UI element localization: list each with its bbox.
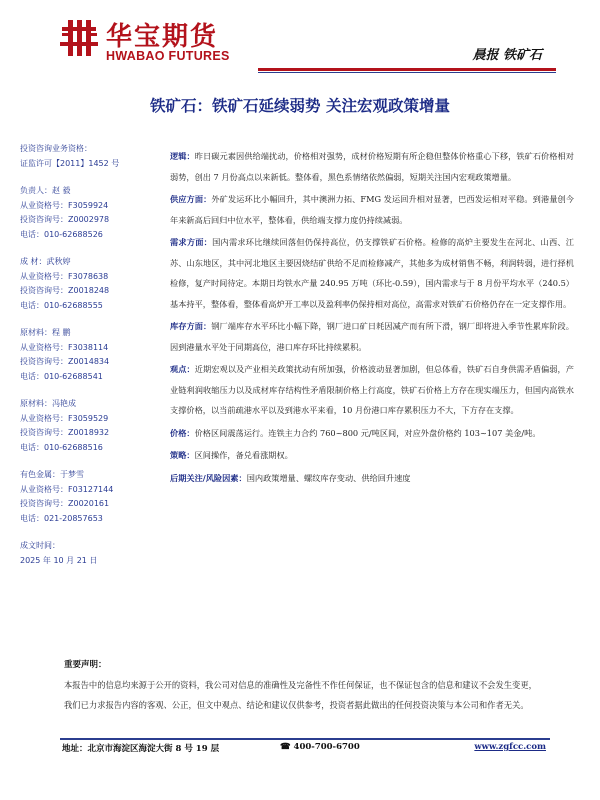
sidebar-block	[20, 539, 140, 568]
logo-chinese-name: 华宝期货	[106, 22, 219, 52]
sidebar-line: 投资咨询号：Z0014834	[20, 357, 110, 366]
sidebar-line: 投资咨询号：Z0020161	[20, 499, 110, 508]
sidebar-line: 电话：010-62688516	[20, 442, 103, 452]
footer-divider	[60, 738, 550, 740]
sidebar-block	[20, 184, 140, 242]
sidebar-line: 成文时间：	[20, 541, 60, 550]
paragraph-text: 国内需求环比继续回落但仍保持高位，仍支撑铁矿石价格。检修的高炉主要发生在河北、山西、江苏、山东地区，其中河北地区主要因烧结矿供给不足而检修减产，其他多为成材销售不畅，利润转弱，进行择机检修，复产时间待定。本期日均铁水产量 240.95 万吨（环比-0.59），国内需求与于 8 月份平均水平（240.5）基本持平，整体看，整体看高炉开工率以及盈利率仍保持相对高位，高需求对铁矿石价格仍存在一定支撑作用。	[170, 237, 574, 309]
sidebar-line: 投资咨询号：Z0002978	[20, 215, 110, 224]
sidebar-block	[20, 397, 140, 455]
paragraph-label: 价格：	[170, 427, 195, 438]
sidebar-line: 电话：010-62688526	[20, 229, 103, 239]
paragraph-label: 需求方面：	[170, 237, 213, 247]
body-paragraph	[170, 423, 574, 444]
logo-english-name: HWABAO FUTURES	[106, 49, 230, 63]
disclaimer-text: 本报告中的信息均来源于公开的资料，我公司对信息的准确性及完备性不作任何保证，也不保证包含的信息和建议不会发生变更，我们已力求报告内容的客观、公正，但文中观点、结论和建议仅供参考，投资者据此做出的任何投资决策与本公司和作者无关。	[64, 680, 537, 710]
footer-website-link[interactable]: www.zgfcc.com	[474, 742, 546, 752]
paragraph-label: 逻辑：	[170, 151, 195, 161]
sidebar-line: 从业资格号：F3038114	[20, 342, 109, 352]
footer-address: 地址：北京市海淀区海淀大街 8 号 19 层	[62, 744, 220, 754]
footer-phone: ☎ 400-700-6700	[280, 742, 360, 752]
body-paragraph	[170, 316, 574, 357]
sidebar-line: 有色金属：于梦雪	[20, 470, 84, 479]
paragraph-text: 价格区间震荡运行。连铁主力合约 760~800 元/吨区间，对应外盘价格约 103~107 美金/吨。	[194, 427, 541, 438]
header-divider-red	[258, 68, 556, 71]
paragraph-label: 观点：	[170, 364, 195, 374]
paragraph-text: 昨日碳元素因供给端扰动，价格相对强势，成材价格短期有所企稳但整体价格重心下移，铁矿石价格相对弱势，创出 7 月份高点以来新低。整体看，黑色系情绪依然偏弱，短期关注国内宏观政策增量。	[170, 151, 574, 182]
sidebar-line: 电话：021-20857653	[20, 513, 103, 523]
body-paragraph	[170, 232, 574, 314]
sidebar-line: 投资咨询号：Z0018932	[20, 428, 110, 437]
analyst-sidebar	[20, 142, 140, 581]
sidebar-line: 投资咨询业务资格：	[20, 144, 92, 153]
sidebar-block	[20, 142, 140, 171]
paragraph-text: 区间操作，备兑看涨期权。	[194, 450, 293, 460]
sidebar-line: 从业资格号：F3059529	[20, 413, 109, 423]
paragraph-text: 国内政策增量、螺纹库存变动、供给回升速度	[246, 472, 411, 483]
sidebar-line: 证监许可【2011】1452 号	[20, 158, 120, 168]
report-header	[0, 0, 600, 80]
sidebar-line: 从业资格号：F3059924	[20, 200, 109, 210]
hwabao-logo-icon	[60, 18, 98, 58]
body-paragraph	[170, 468, 574, 489]
paragraph-text: 外矿发运环比小幅回升，其中澳洲力拓、FMG 发运回升相对显著，巴西发运相对平稳。到港量创今年来新高后回归中位水平，整体看，供给端支撑力度仍持续减弱。	[170, 194, 574, 225]
page-footer	[60, 742, 550, 758]
paragraph-label: 库存方面：	[170, 321, 212, 331]
sidebar-line: 从业资格号：F03127144	[20, 484, 114, 494]
sidebar-line: 成 材：武秋婷	[20, 257, 71, 266]
sidebar-block	[20, 326, 140, 384]
body-paragraph	[170, 445, 574, 466]
sidebar-line: 从业资格号：F3078638	[20, 271, 109, 281]
body-paragraph	[170, 146, 574, 187]
sidebar-block	[20, 255, 140, 313]
sidebar-line: 投资咨询号：Z0018248	[20, 286, 110, 295]
paragraph-text: 钢厂端库存水平环比小幅下降，钢厂进口矿日耗因减产而有所下滑，钢厂即将进入季节性累库阶段。因到港量水平处于同期高位，港口库存环比持续累积。	[170, 321, 574, 352]
sidebar-line: 2025 年 10 月 21 日	[20, 555, 98, 565]
sidebar-block	[20, 468, 140, 526]
paragraph-text: 近期宏观以及产业相关政策扰动有所加强，价格波动显著加剧，但总体看，铁矿石自身供需矛盾偏弱，产业链利润收缩压力以及成材库存结构性矛盾限制价格上行高度，铁矿石价格上方存在现实端压力，但国内高铁水支撑价格，以当前疏港水平以及到港水平来看，10 月份港口库存累积压力不大，下方存在支撑。	[170, 364, 574, 415]
sidebar-line: 原材料：冯艳成	[20, 399, 76, 408]
report-title: 铁矿石：铁矿石延续弱势 关注宏观政策增量	[150, 97, 450, 115]
paragraph-label: 策略：	[170, 450, 195, 460]
sidebar-line: 原材料：程 鹏	[20, 328, 71, 337]
body-paragraph	[170, 359, 574, 421]
body-paragraph	[170, 189, 574, 230]
header-divider-blue	[258, 72, 556, 73]
report-body	[170, 146, 574, 490]
paragraph-label: 供应方面：	[170, 194, 212, 204]
sidebar-line: 电话：010-62688555	[20, 300, 103, 310]
sidebar-line: 负责人：赵 毅	[20, 186, 71, 195]
report-type-tag: 晨报 铁矿石	[472, 48, 542, 63]
sidebar-line: 电话：010-62688541	[20, 371, 103, 381]
disclaimer-title: 重要声明：	[64, 660, 107, 670]
paragraph-label: 后期关注/风险因素：	[170, 472, 247, 483]
